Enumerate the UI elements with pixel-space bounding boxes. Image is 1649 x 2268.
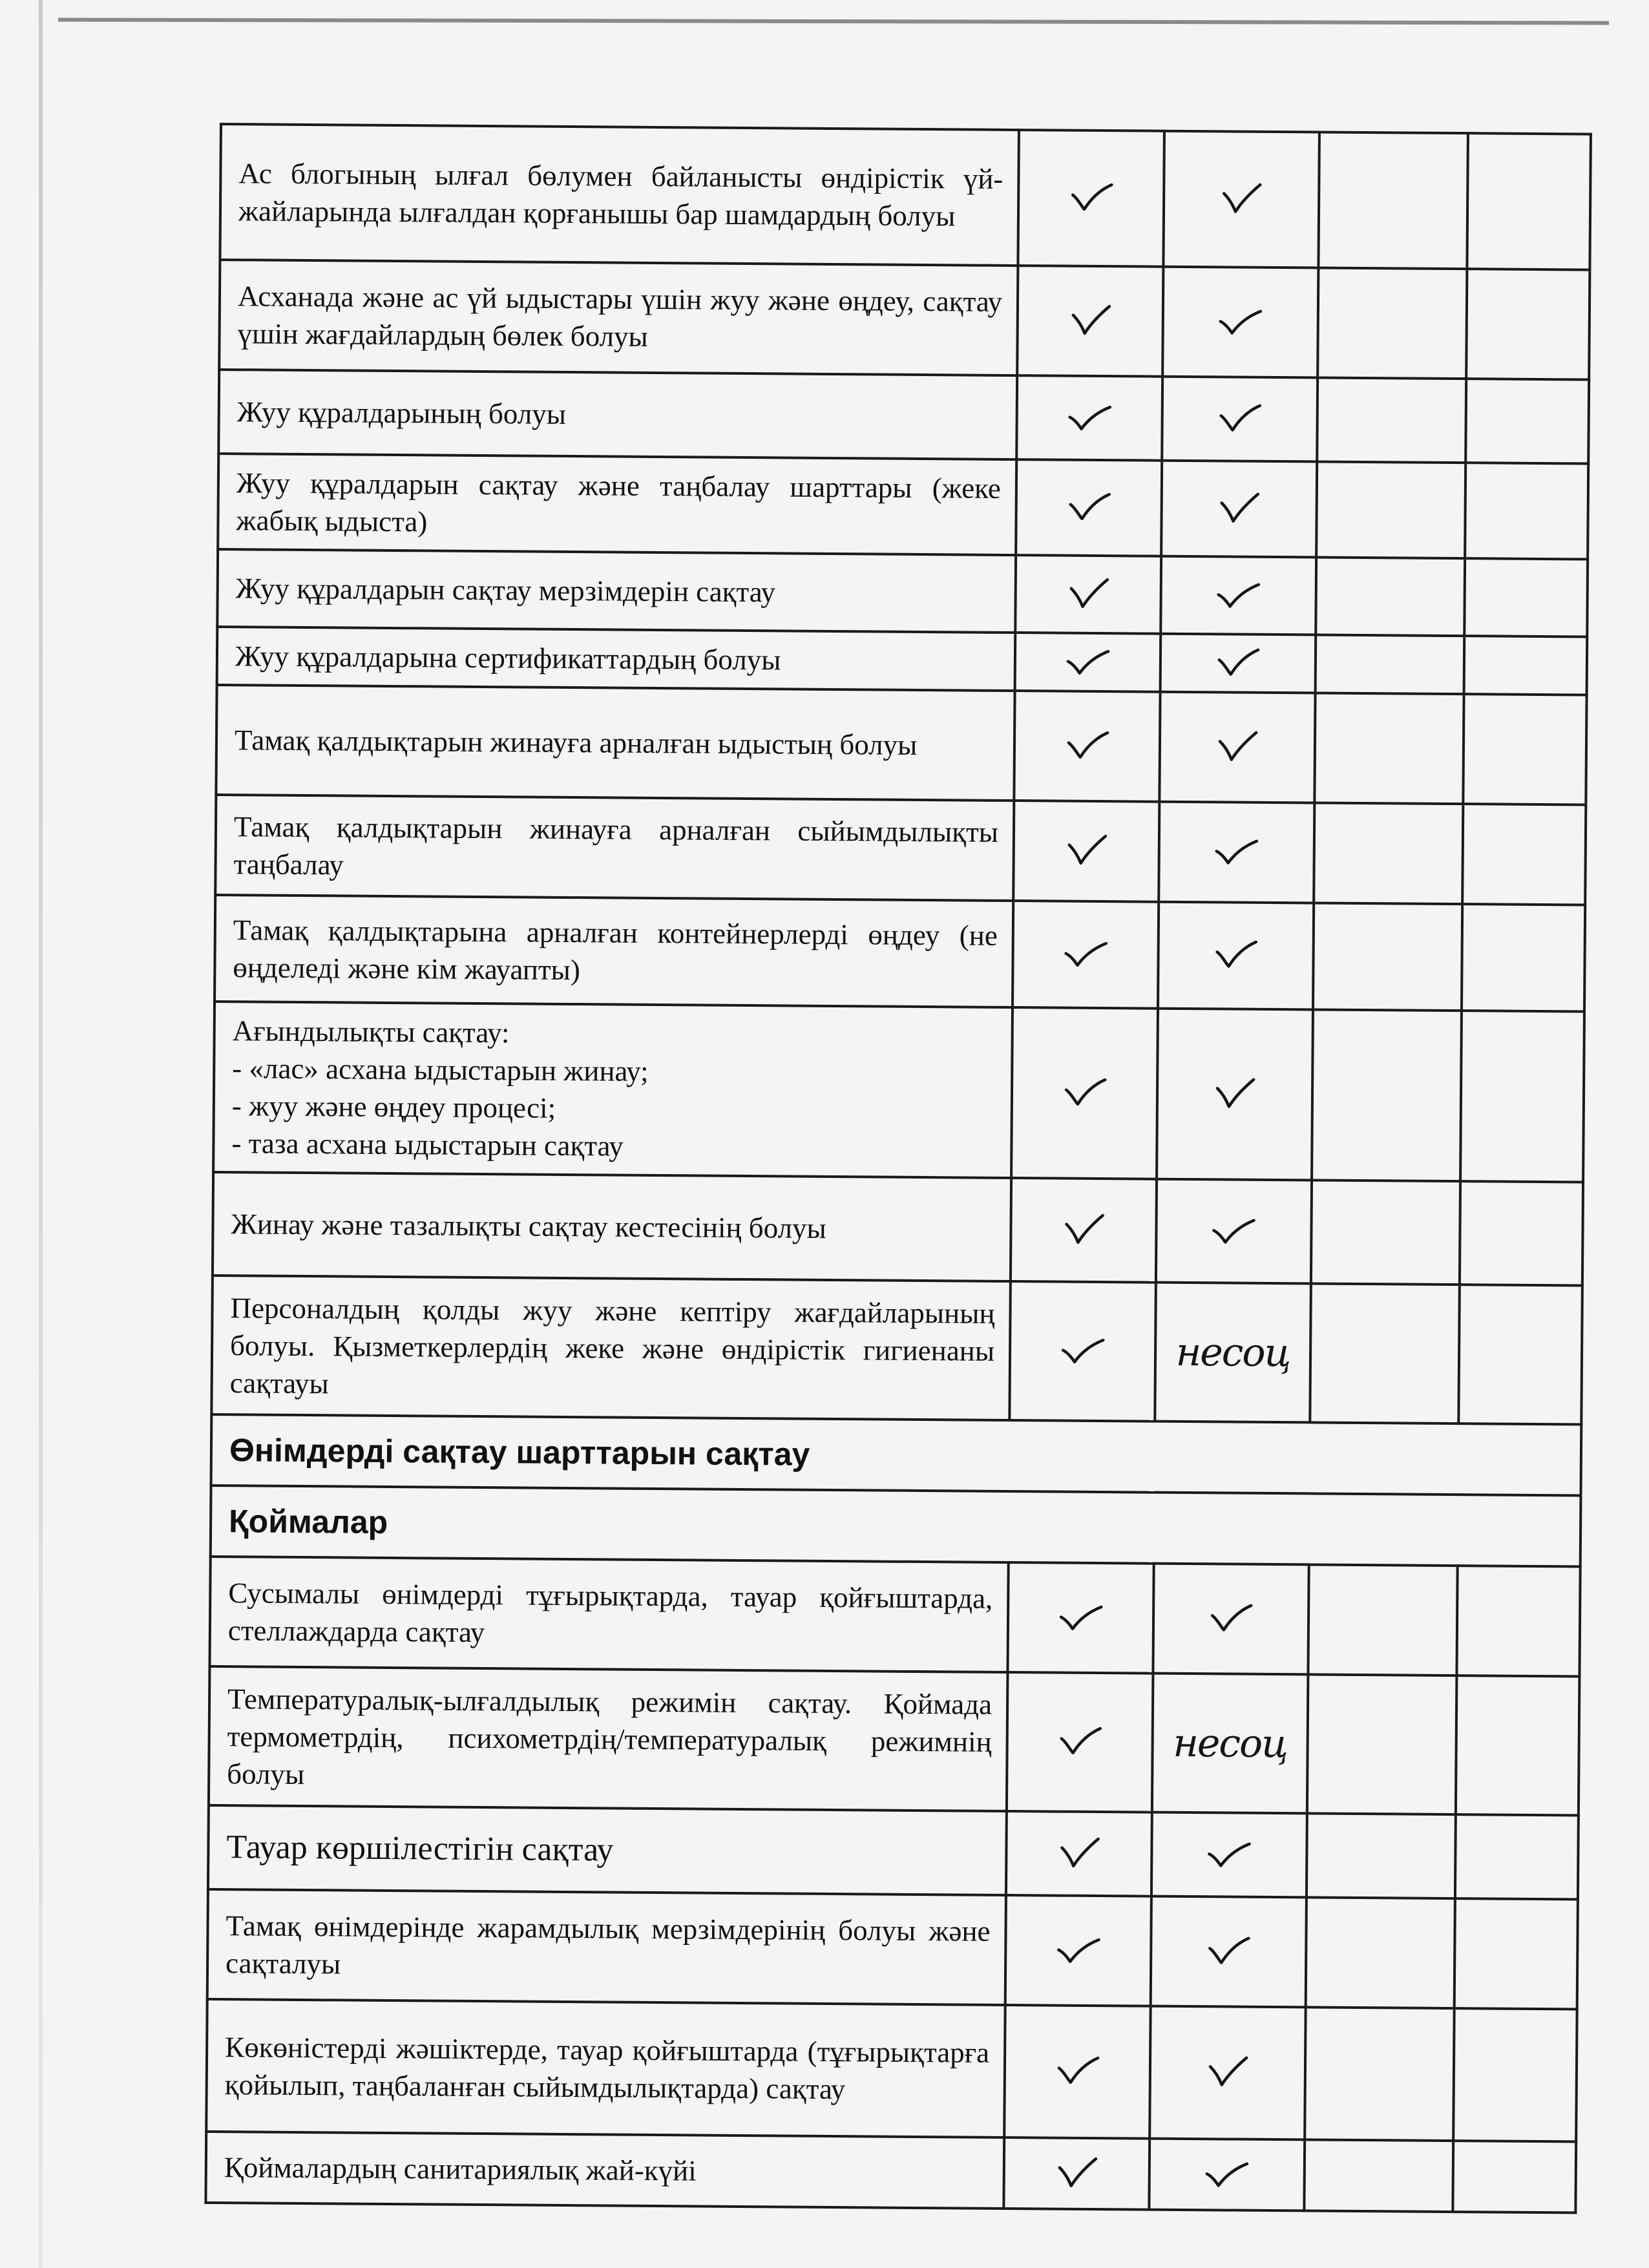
criterion-text (213, 1002, 1013, 1178)
checklist-row (207, 1889, 1578, 2010)
checkmark-icon (1054, 2156, 1099, 2189)
criterion-text: Көкөністерді жәшіктерде, тауар қойғыштарда (тұғырықтарға қойылып, таңбаланған сыйымдылықтарда) сақтау (206, 1999, 1005, 2137)
checklist-row (209, 1557, 1580, 1677)
mark-cell-1 (1015, 555, 1161, 634)
criterion-line: - «лас» асхана ыдыстарын жинау; (232, 1052, 649, 1087)
mark-cell-4 (1465, 463, 1588, 559)
criterion-text: Жинау және тазалықты сақтау кестесінің болуы (213, 1172, 1011, 1281)
mark-cell-2 (1161, 634, 1316, 693)
checkmark-icon (1216, 578, 1261, 611)
mark-cell-4 (1467, 133, 1591, 269)
checkmark-icon (1061, 1212, 1106, 1245)
checkmark-icon (1204, 2157, 1250, 2190)
handwritten-note: несоц (1173, 1720, 1288, 1767)
checkmark-icon (1214, 834, 1259, 867)
mark-cell-3 (1305, 2007, 1454, 2141)
checkmark-icon (1211, 1213, 1256, 1246)
checkmark-icon (1206, 1837, 1252, 1870)
mark-cell-2 (1161, 461, 1317, 558)
checklist-row (219, 260, 1590, 380)
criterion-text: Тамақ қалдықтарына арналған контейнерлерді өңдеу (не өңделеді және кім жауапты) (215, 895, 1013, 1007)
mark-cell-1 (1009, 1281, 1156, 1422)
mark-cell-4 (1456, 1675, 1580, 1815)
mark-cell-4 (1466, 269, 1590, 379)
criterion-text: Сусымалы өнімдерді тұғырықтарда, тауар қойғыштарда, стеллаждарда сақтау (209, 1557, 1008, 1672)
checklist-row (220, 124, 1590, 270)
mark-cell-3 (1306, 1897, 1455, 2008)
checkmark-icon (1064, 834, 1109, 866)
checkmark-icon (1206, 1934, 1251, 1967)
criterion-text: Жуу құралдарының болуы (218, 370, 1017, 459)
checklist-row (206, 1999, 1577, 2142)
criterion-line: Ағындылықты сақтау: (232, 1014, 510, 1049)
mark-cell-1 (1014, 691, 1160, 802)
criterion-text: Тамақ өнімдерінде жарамдылық мерзімдерінің болуы және сақталуы (207, 1889, 1006, 2005)
mark-cell-1 (1016, 375, 1162, 461)
criterion-text: Температуралық-ылғалдылық режимін сақтау. Қоймада термометрдің, психометрдің/температуралық режимнің болуы (209, 1666, 1008, 1811)
criterion-line: - таза асхана ыдыстарын сақтау (231, 1127, 624, 1162)
mark-cell-3 (1318, 132, 1468, 269)
checkmark-icon (1215, 646, 1261, 678)
checkmark-icon (1217, 401, 1263, 434)
mark-cell-1 (1018, 130, 1164, 267)
criterion-line: - жуу және өңдеу процесі; (231, 1089, 556, 1124)
mark-cell-3 (1318, 268, 1467, 379)
mark-cell-3 (1316, 635, 1465, 694)
checkmark-icon (1066, 490, 1111, 523)
mark-cell-3 (1304, 2139, 1453, 2212)
scan-left-edge (39, 0, 43, 2268)
checkmark-icon (1055, 2054, 1100, 2087)
criterion-text: Тауар көршілестігін сақтау (208, 1805, 1007, 1895)
criterion-text: Қоймалардың санитариялық жай-күйі (205, 2132, 1004, 2209)
checkmark-icon (1058, 1600, 1103, 1633)
mark-cell-2 (1150, 2006, 1305, 2140)
criterion-text: Персоналдың қолды жуу және кептіру жағдайларының болуы. Қызметкерлердің жеке және өндірістік гигиенаны сақтауы (211, 1276, 1011, 1420)
checkmark-icon (1212, 1076, 1257, 1109)
mark-cell-4 (1464, 636, 1588, 695)
checkmark-icon (1057, 1725, 1102, 1758)
checkmark-icon (1063, 937, 1108, 970)
mark-cell-1 (1005, 1895, 1151, 2006)
checklist-row (217, 549, 1588, 637)
mark-cell-2 (1151, 1812, 1307, 1898)
checkmark-icon (1216, 491, 1261, 524)
mark-cell-3 (1317, 377, 1466, 463)
mark-cell-4 (1465, 379, 1589, 463)
checklist-row (215, 895, 1585, 1012)
checklist-row (205, 2132, 1576, 2213)
criterion-text: Ас блогының ылғал бөлумен байланысты өндірістік үй-жайларында ылғалдан қорғанышы бар шамдардың болуы (220, 124, 1019, 266)
mark-cell-2 (1156, 1179, 1312, 1284)
checkmark-icon (1069, 180, 1114, 213)
mark-cell-2 (1159, 802, 1314, 903)
mark-cell-3 (1311, 1180, 1460, 1285)
criterion-text: Жуу құралдарына сертификаттардың болуы (217, 627, 1016, 691)
checkmark-icon (1056, 1933, 1101, 1966)
criterion-text: Жуу құралдарын сақтау мерзімдерін сақтау (217, 549, 1016, 633)
mark-cell-3 (1314, 803, 1463, 904)
mark-cell-4 (1455, 1898, 1578, 2009)
mark-cell-1 (1004, 2005, 1150, 2139)
mark-cell-3 (1312, 1009, 1462, 1181)
section-header-row (211, 1414, 1582, 1496)
mark-cell-1 (1011, 1007, 1158, 1179)
criterion-text: Тамақ қалдықтарын жинауға арналған ыдыстың болуы (216, 685, 1014, 801)
mark-cell-2 (1163, 131, 1319, 268)
checkmark-icon (1067, 303, 1113, 336)
mark-cell-3 (1307, 1813, 1456, 1898)
checklist-row (216, 685, 1586, 805)
mark-cell-4 (1460, 1181, 1583, 1285)
section-title: Қоймалар (211, 1486, 1581, 1567)
criterion-text: Тамақ қалдықтарын жинауға арналған сыйымдылықты таңбалау (215, 795, 1014, 901)
mark-cell-2 (1151, 1896, 1307, 2008)
checkmark-icon (1064, 728, 1109, 761)
mark-cell-4 (1462, 804, 1586, 905)
mark-cell-4 (1456, 1566, 1580, 1676)
checklist-row (208, 1805, 1579, 1900)
checklist-row (215, 795, 1586, 905)
checklist-sheet (204, 123, 1590, 2214)
mark-cell-3 (1316, 461, 1465, 558)
mark-cell-2 (1162, 267, 1318, 378)
mark-cell-1 (1013, 801, 1159, 902)
mark-cell-3 (1314, 693, 1464, 804)
checkmark-icon (1218, 304, 1263, 337)
checkmark-icon (1208, 1601, 1254, 1634)
inspection-checklist-table (204, 123, 1592, 2214)
checklist-row (217, 627, 1588, 695)
mark-cell-2 (1158, 902, 1314, 1010)
mark-cell-2 (1155, 1283, 1311, 1423)
criterion-text: Жуу құралдарын сақтау және таңбалау шарттары (жеке жабық ыдыста) (218, 454, 1016, 555)
mark-cell-4 (1464, 558, 1588, 636)
mark-cell-3 (1307, 1674, 1457, 1814)
criterion-text: Асханада және ас үй ыдыстары үшін жуу және өңдеу, сақтау үшін жағдайлардың бөлек болуы (219, 260, 1018, 375)
mark-cell-3 (1310, 1283, 1460, 1423)
mark-cell-3 (1313, 903, 1462, 1011)
checklist-row (209, 1666, 1580, 1816)
checkmark-icon (1056, 1836, 1102, 1869)
mark-cell-4 (1462, 904, 1585, 1011)
mark-cell-1 (1006, 1811, 1152, 1896)
mark-cell-2 (1153, 1564, 1308, 1675)
mark-cell-2 (1159, 692, 1315, 803)
checkmark-icon (1205, 2055, 1250, 2088)
mark-cell-2 (1149, 2139, 1305, 2211)
section-header-row (211, 1486, 1581, 1567)
checkmark-icon (1066, 576, 1111, 609)
mark-cell-4 (1463, 694, 1586, 804)
mark-cell-3 (1316, 557, 1465, 636)
handwritten-note: несоц (1175, 1329, 1290, 1376)
mark-cell-1 (1003, 2137, 1150, 2210)
mark-cell-2 (1162, 377, 1318, 462)
checkmark-icon (1065, 644, 1110, 677)
mark-cell-1 (1007, 1562, 1153, 1674)
mark-cell-4 (1455, 1814, 1579, 1899)
mark-cell-1 (1016, 459, 1162, 556)
checkmark-icon (1219, 182, 1264, 215)
mark-cell-4 (1453, 2008, 1577, 2141)
checkmark-icon (1060, 1334, 1105, 1367)
mark-cell-4 (1460, 1011, 1584, 1182)
mark-cell-1 (1015, 633, 1161, 692)
checkmark-icon (1213, 938, 1258, 971)
section-title: Өнімдерді сақтау шарттарын сақтау (211, 1414, 1582, 1496)
mark-cell-3 (1308, 1564, 1457, 1675)
checklist-row (218, 454, 1588, 560)
mark-cell-1 (1013, 901, 1159, 1009)
mark-cell-2 (1157, 1009, 1313, 1181)
checkmark-icon (1215, 730, 1260, 762)
mark-cell-2 (1161, 556, 1316, 635)
mark-cell-1 (1017, 266, 1163, 377)
mark-cell-1 (1011, 1178, 1157, 1283)
checkmark-icon (1067, 400, 1112, 433)
mark-cell-1 (1007, 1672, 1153, 1812)
checklist-row (213, 1172, 1583, 1286)
mark-cell-4 (1458, 1285, 1582, 1424)
checklist-row (211, 1276, 1582, 1425)
mark-cell-4 (1453, 2141, 1576, 2212)
mark-cell-2 (1152, 1674, 1308, 1814)
checklist-row (213, 1002, 1584, 1182)
checklist-row (218, 370, 1589, 464)
checkmark-icon (1062, 1075, 1107, 1108)
scan-top-edge (58, 17, 1609, 25)
